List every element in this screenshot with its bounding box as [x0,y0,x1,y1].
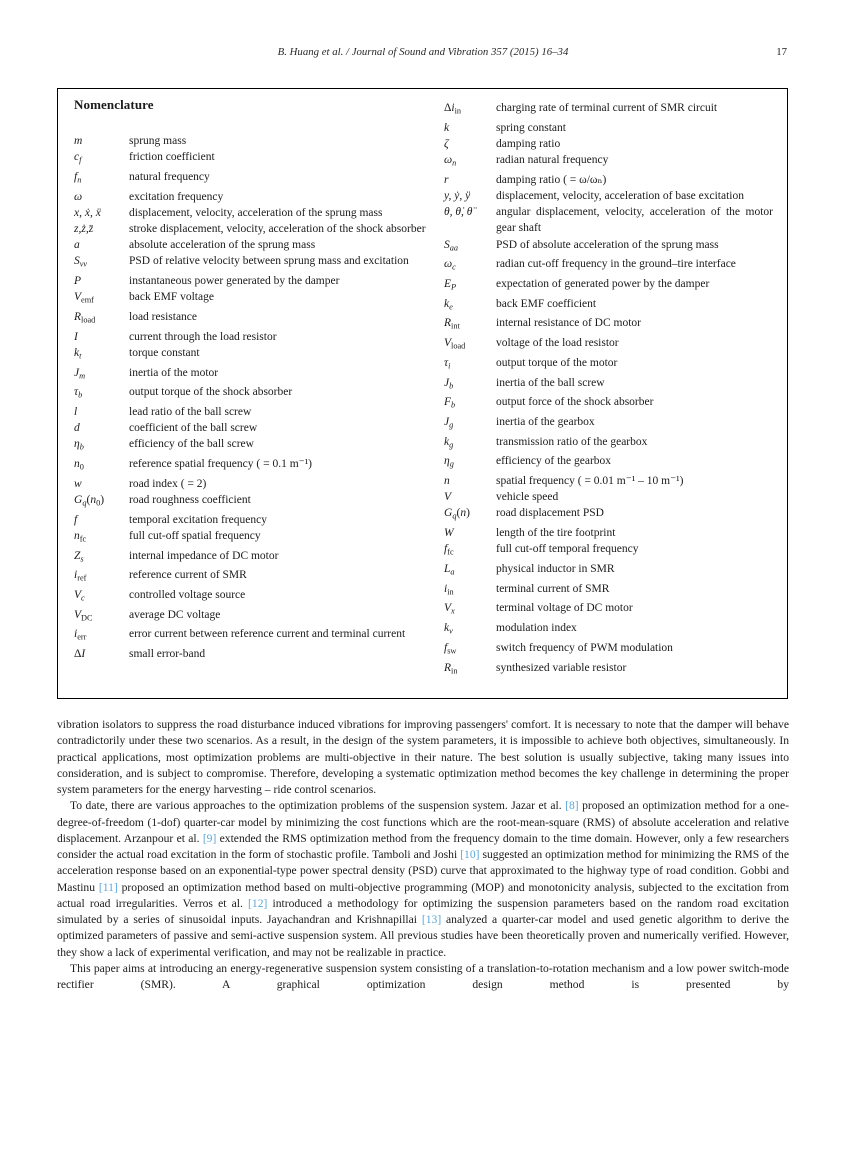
nomenclature-symbol: P [74,275,82,288]
nomenclature-symbol: $E_P$ [444,278,457,292]
nomenclature-entry [444,276,773,296]
nomenclature-entry [444,315,773,335]
nomenclature-symbol: $\eta_b$ [74,438,84,452]
nomenclature-symbol: $n_0$ [74,458,84,472]
nomenclature-definition: efficiency of the ball screw [129,438,254,451]
nomenclature-symbol: $J_b$ [444,376,454,391]
nomenclature-definition: PSD of absolute acceleration of the sprung mass [496,238,719,251]
nomenclature-symbol: $R_{int}$ [444,317,460,331]
nomenclature-symbol: $f_{fc}$ [444,543,454,557]
paragraph: To date, there are various approaches to the optimization problems of the suspension system. Jazar et al. [8] proposed an optimization method for a one-degree-of-freedom (1-dof) quarter-car model by minimizing the cost functions which are the root-mean-square (RMS) of absolute acceleration and relative displacement. Arzanpour et al. [9] extended the RMS optimization method from the frequency domain to the time domain. However, only a few researchers consider the actual road excitation in the form of stochastic profile. Tamboli and Joshi [10] suggested an optimization method for minimizing the RMS of the acceleration response based on an exponential-type power spectral density (PSD) curve that approximated to the highway type of road condition. Gobbi and Mastinu [11] proposed an optimization method based on multi-objective programming (MOP) and monotonicity analysis, subjected to the excitation from actual road irregularities. Verros et al. [12] introduced a methodology for optimizing the suspension parameters based on the random road excitation simulated by a series of sinusoidal inputs. Jayachandran and Krishnapillai [13] analyzed a quarter-car model and used genetic algorithm to derive the optimized parameters of passive and semi-active suspension system. All previous studies have been theoretically proven and numerically verified. However, they show a lack of experimental verification, and may not be realizable in practice. [57,799,789,959]
nomenclature-symbol: ζ [444,137,449,150]
nomenclature-entry [74,133,428,149]
nomenclature-entry [444,188,773,204]
nomenclature-entry [444,204,773,236]
nomenclature-right-column [444,100,773,679]
nomenclature-symbol: m [74,135,83,147]
nomenclature-symbol: z,ż,z̈ [74,223,94,236]
citation-link[interactable]: [13] [421,913,442,926]
nomenclature-entry [74,273,428,289]
nomenclature-entry [74,253,428,273]
nomenclature-symbol: $V_c$ [74,589,85,603]
citation-link[interactable]: [11] [98,880,118,894]
nomenclature-definition: physical inductor in SMR [496,563,615,576]
nomenclature-definition: absolute acceleration of the sprung mass [129,239,316,252]
nomenclature-entry [74,587,428,607]
nomenclature-entry [74,404,428,420]
nomenclature-symbol: $i_{err}$ [74,628,87,642]
nomenclature-symbol: $\eta_g$ [444,455,454,469]
nomenclature-entry [444,335,773,355]
running-head [57,46,789,59]
nomenclature-entry [444,660,773,680]
nomenclature-entry [444,136,773,152]
citation-link[interactable]: [9] [202,831,217,845]
citation-link[interactable]: [8] [565,799,579,813]
nomenclature-entry [74,567,428,587]
nomenclature-entry [444,375,773,395]
nomenclature-symbol: l [74,406,78,419]
nomenclature-definition: current through the load resistor [129,330,277,343]
nomenclature-symbol: I [74,330,78,343]
nomenclature-entry [444,120,773,136]
nomenclature-symbol: $V_x$ [444,602,455,616]
nomenclature-definition: synthesized variable resistor [496,661,627,674]
nomenclature-entry [74,528,428,548]
nomenclature-symbol: n [444,475,450,488]
nomenclature-definition: expectation of generated power by the damper [496,278,710,291]
nomenclature-entry [74,329,428,345]
nomenclature-symbol: x, ẋ, ẍ [74,206,101,219]
nomenclature-symbol: $S_{vv}$ [74,255,88,269]
nomenclature-symbol: $\tau_b$ [74,386,83,400]
nomenclature-definition: terminal current of SMR [496,582,610,595]
nomenclature-definition: spatial frequency ( = 0.01 m⁻¹ – 10 m⁻¹) [496,475,684,488]
nomenclature-definition: full cut-off temporal frequency [496,543,639,556]
nomenclature-box [57,88,788,699]
nomenclature-entry [444,414,773,434]
nomenclature-definition: road index ( = 2) [129,477,207,490]
nomenclature-definition: small error-band [129,648,206,661]
nomenclature-definition: temporal excitation frequency [129,513,267,526]
nomenclature-entry [444,581,773,601]
nomenclature-definition: instantaneous power generated by the damper [129,275,340,288]
nomenclature-definition: internal impedance of DC motor [129,549,279,562]
nomenclature-definition: back EMF coefficient [496,297,597,310]
nomenclature-definition: angular displacement, velocity, acceleration of the motor gear shaft [496,206,773,235]
nomenclature-definition: switch frequency of PWM modulation [496,641,673,654]
nomenclature-symbol: $k_t$ [74,346,82,361]
nomenclature-symbol: θ, θ̇, θ̈ [444,206,473,219]
nomenclature-definition: vehicle speed [496,491,559,504]
nomenclature-entry [444,100,773,120]
page-number: 17 [776,46,787,58]
nomenclature-definition: load resistance [129,311,198,324]
nomenclature-entry [444,541,773,561]
nomenclature-entry [444,355,773,375]
nomenclature-symbol: f [74,513,78,526]
nomenclature-entry [74,646,428,662]
nomenclature-definition: inertia of the ball screw [496,376,605,389]
nomenclature-definition: back EMF voltage [129,291,214,304]
nomenclature-entry [74,456,428,476]
nomenclature-entry [444,620,773,640]
nomenclature-symbol: r [444,173,449,186]
citation-link[interactable]: [10] [460,848,480,861]
nomenclature-symbol: $\omega_n$ [444,154,457,168]
nomenclature-entry [74,149,428,169]
nomenclature-symbol: $R_{load}$ [74,311,96,325]
nomenclature-symbol: $i_{ref}$ [74,569,87,583]
nomenclature-entry [74,420,428,436]
nomenclature-entry [74,365,428,385]
nomenclature-symbol: w [74,477,82,490]
nomenclature-symbol: $c_f$ [74,151,82,165]
nomenclature-entry [444,600,773,620]
nomenclature-definition: PSD of relative velocity between sprung mass and excitation [129,255,409,268]
nomenclature-left-column [74,133,428,662]
nomenclature-entry [74,492,428,512]
nomenclature-definition: length of the tire footprint [496,527,616,540]
nomenclature-symbol: $S_{aa}$ [444,238,459,253]
nomenclature-entry [74,607,428,627]
nomenclature-symbol: $L_a$ [444,563,455,577]
nomenclature-symbol: a [74,239,80,252]
nomenclature-entry [74,548,428,568]
nomenclature-symbol: $V_{DC}$ [74,608,93,623]
nomenclature-symbol: $\Delta i_{in}$ [444,102,462,116]
running-head-citation: B. Huang et al. / Journal of Sound and Vibration 357 (2015) 16–34 [277,46,569,58]
nomenclature-entry [74,189,428,205]
nomenclature-symbol: W [444,527,454,540]
nomenclature-definition: road displacement PSD [496,507,604,520]
nomenclature-symbol: $\omega_c$ [444,258,456,272]
nomenclature-definition: output force of the shock absorber [496,396,654,409]
nomenclature-entry [74,221,428,237]
nomenclature-entry [444,473,773,489]
nomenclature-symbol: $G_q(n)$ [444,507,470,521]
nomenclature-definition: charging rate of terminal current of SMR circuit [496,102,718,114]
nomenclature-entry [74,436,428,456]
nomenclature-definition: spring constant [496,121,566,134]
nomenclature-definition: road roughness coefficient [129,494,251,507]
nomenclature-definition: stroke displacement, velocity, acceleration of the shock absorber [129,223,426,236]
nomenclature-symbol: $J_g$ [444,415,454,430]
nomenclature-entry [444,172,773,188]
nomenclature-entry [74,205,428,221]
nomenclature-definition: friction coefficient [129,151,215,164]
nomenclature-definition: output torque of the shock absorber [129,386,293,399]
nomenclature-entry [74,512,428,528]
nomenclature-entry [74,169,428,189]
nomenclature-definition: output torque of the motor [496,356,618,369]
nomenclature-entry [444,434,773,454]
nomenclature-symbol: $Z_s$ [74,549,84,564]
nomenclature-symbol: $k_e$ [444,297,453,312]
nomenclature-symbol: ΔI [74,648,86,661]
nomenclature-symbol: $F_b$ [444,396,456,410]
nomenclature-entry [444,453,773,473]
nomenclature-entry [444,256,773,276]
nomenclature-definition: torque constant [129,346,200,359]
nomenclature-symbol: k [444,121,450,134]
nomenclature-definition: reference spatial frequency ( = 0.1 m⁻¹) [129,458,312,471]
nomenclature-entry [444,152,773,172]
nomenclature-definition: radian natural frequency [496,154,609,167]
nomenclature-definition: coefficient of the ball screw [129,422,258,435]
nomenclature-definition: error current between reference current and terminal current [129,628,406,641]
nomenclature-symbol: d [74,422,80,435]
nomenclature-definition: terminal voltage of DC motor [496,602,633,615]
nomenclature-entry [444,237,773,257]
nomenclature-entry [444,561,773,581]
nomenclature-definition: transmission ratio of the gearbox [496,435,648,448]
nomenclature-symbol: $G_q(n_0)$ [74,494,105,508]
nomenclature-definition: voltage of the load resistor [496,337,619,350]
nomenclature-definition: modulation index [496,622,577,635]
nomenclature-symbol: ω [74,190,83,203]
nomenclature-symbol: $n_{fc}$ [74,529,87,544]
nomenclature-symbol: $\tau_i$ [444,356,451,371]
nomenclature-definition: damping ratio ( = ω/ωₙ) [496,173,607,186]
nomenclature-entry [74,345,428,365]
nomenclature-symbol: $R_{in}$ [444,661,458,676]
nomenclature-symbol: $J_m$ [74,366,86,381]
nomenclature-symbol: $k_v$ [444,622,453,636]
article-body [57,717,789,993]
nomenclature-definition: efficiency of the gearbox [496,455,612,468]
nomenclature-definition: radian cut-off frequency in the ground–tire interface [496,258,736,271]
nomenclature-definition: controlled voltage source [129,589,246,602]
nomenclature-symbol: $k_g$ [444,435,454,450]
nomenclature-definition: displacement, velocity, acceleration of the sprung mass [129,206,383,219]
nomenclature-entry [444,296,773,316]
nomenclature-symbol: $f_n$ [74,170,82,185]
nomenclature-entry [444,505,773,525]
nomenclature-definition: average DC voltage [129,608,221,621]
nomenclature-definition: natural frequency [129,170,210,183]
nomenclature-entry [74,309,428,329]
nomenclature-definition: excitation frequency [129,190,224,203]
nomenclature-definition: internal resistance of DC motor [496,317,641,330]
nomenclature-symbol: $V_{emf}$ [74,291,94,305]
nomenclature-symbol: y, ẏ, ÿ [444,190,471,203]
nomenclature-title: Nomenclature [74,97,154,112]
nomenclature-definition: full cut-off spatial frequency [129,529,261,542]
nomenclature-entry [74,626,428,646]
nomenclature-definition: reference current of SMR [129,569,247,582]
citation-link[interactable]: [12] [248,896,268,910]
nomenclature-definition: lead ratio of the ball screw [129,406,252,419]
nomenclature-entry [444,640,773,660]
nomenclature-entry [74,289,428,309]
nomenclature-definition: inertia of the gearbox [496,415,595,428]
paragraph: vibration isolators to suppress the road disturbance induced vibrations for improving passengers' comfort. It is necessary to note that the damper will behave contradictorily under these two scenarios. As a result, in the design of the system parameters, it is impossible to achieve both objectives, simultaneously. In practical applications, most optimization problems are multi-objective in their nature. The best solution is usually subjective, taking many issues into consideration, and is subject to compromise. Therefore, developing a systematic optimization method becomes the key challenge in determining the proper system parameters for the energy harvesting – ride control scenarios. [57,718,789,796]
nomenclature-entry [444,525,773,541]
nomenclature-entry [444,394,773,414]
nomenclature-definition: sprung mass [129,135,187,147]
nomenclature-entry [74,476,428,492]
nomenclature-definition: inertia of the motor [129,366,219,379]
nomenclature-entry [74,237,428,253]
nomenclature-definition: damping ratio [496,137,561,150]
nomenclature-entry [74,384,428,404]
nomenclature-symbol: $i_{in}$ [444,582,454,597]
nomenclature-symbol: $V_{load}$ [444,337,466,351]
nomenclature-definition: displacement, velocity, acceleration of base excitation [496,190,744,203]
paragraph: This paper aims at introducing an energy-regenerative suspension system consisting of a translation-to-rotation mechanism and a low power switch-mode rectifier (SMR). A graphical optimization design method is presented by [57,961,789,991]
nomenclature-entry [444,489,773,505]
nomenclature-symbol: $f_{sw}$ [444,641,457,656]
nomenclature-symbol: V [444,491,452,504]
